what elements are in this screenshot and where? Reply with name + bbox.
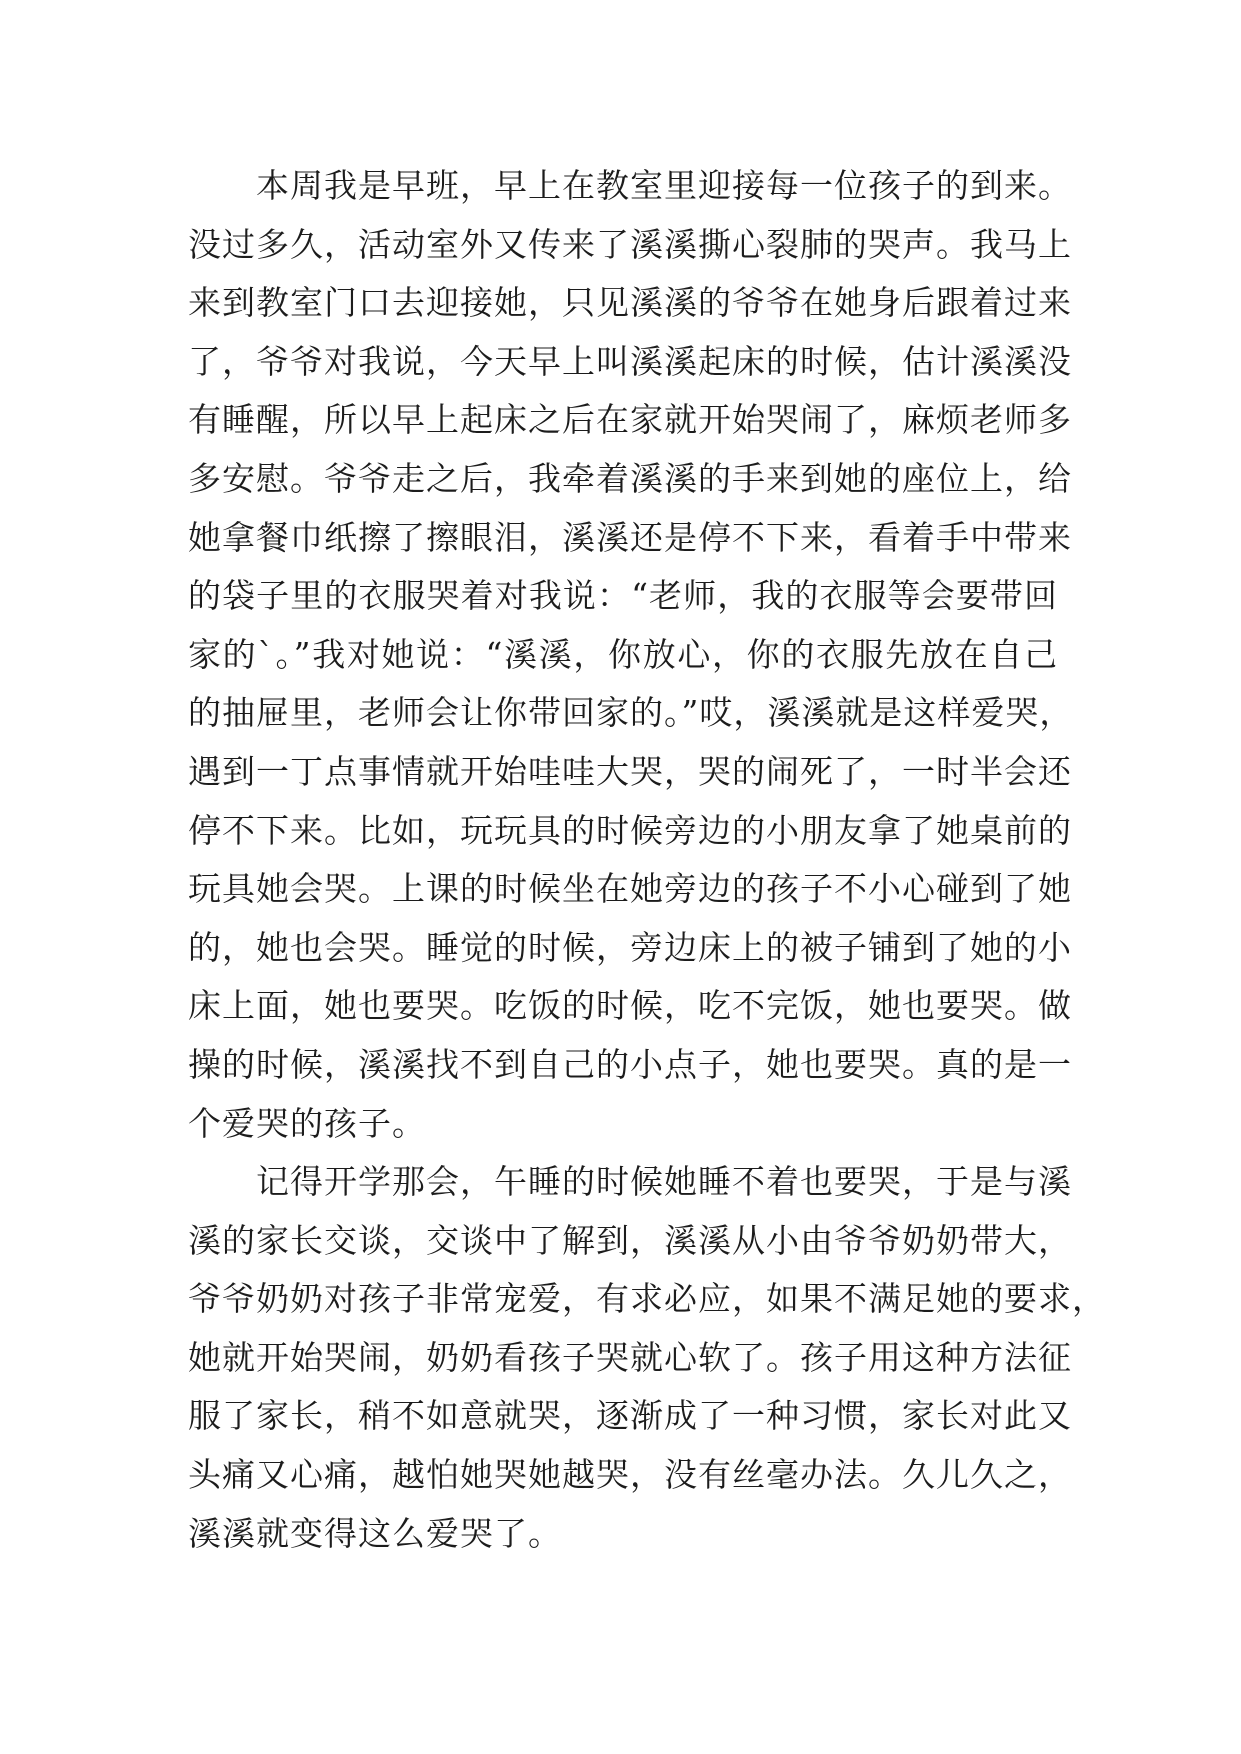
paragraph-line: 本周我是早班，早上在教室里迎接每一位孩子的到来。 <box>256 166 1072 205</box>
paragraph-line: 溪溪就变得这么爱哭了。 <box>188 1513 562 1553</box>
paragraph-line: 溪的家长交谈，交谈中了解到，溪溪从小由爷爷奶奶带大， <box>188 1220 1072 1260</box>
paragraph-line: 她就开始哭闹，奶奶看孩子哭就心软了。孩子用这种方法征 <box>188 1337 1072 1377</box>
paragraph-line: 服了家长，稍不如意就哭，逐渐成了一种习惯，家长对此又 <box>188 1396 1072 1436</box>
paragraph-line: 记得开学那会，午睡的时候她睡不着也要哭，于是与溪 <box>256 1162 1072 1202</box>
paragraph-line: 头痛又心痛，越怕她哭她越哭，没有丝毫办法。久儿久之， <box>188 1455 1072 1495</box>
paragraph-line: 来到教室门口去迎接她，只见溪溪的爷爷在她身后跟着过来 <box>188 283 1072 323</box>
paragraph-line: 她拿餐巾纸擦了擦眼泪，溪溪还是停不下来，看着手中带来 <box>188 517 1072 557</box>
paragraph-line: 的，她也会哭。睡觉的时候，旁边床上的被子铺到了她的小 <box>188 927 1072 967</box>
paragraph-line: 家的`。”我对她说：“溪溪，你放心，你的衣服先放在自己 <box>188 634 1058 674</box>
paragraph-line: 有睡醒，所以早上起床之后在家就开始哭闹了，麻烦老师多 <box>188 400 1072 440</box>
paragraph-line: 操的时候，溪溪找不到自己的小点子，她也要哭。真的是一 <box>188 1044 1072 1084</box>
paragraph-line: 个爱哭的孩子。 <box>188 1103 426 1143</box>
paragraph-line: 多安慰。爷爷走之后，我牵着溪溪的手来到她的座位上，给 <box>188 458 1072 498</box>
paragraph-line: 床上面，她也要哭。吃饭的时候，吃不完饭，她也要哭。做 <box>188 986 1072 1026</box>
paragraph-line: 玩具她会哭。上课的时候坐在她旁边的孩子不小心碰到了她 <box>188 869 1072 909</box>
paragraph-1 <box>188 157 1074 1153</box>
paragraph-line: 了，爷爷对我说，今天早上叫溪溪起床的时候，估计溪溪没 <box>188 341 1072 381</box>
paragraph-line: 的袋子里的衣服哭着对我说：“老师，我的衣服等会要带回 <box>188 576 1058 616</box>
paragraph-line: 遇到一丁点事情就开始哇哇大哭，哭的闹死了，一时半会还 <box>188 751 1072 791</box>
paragraph-line: 爷爷奶奶对孩子非常宠爱，有求必应，如果不满足她的要求， <box>188 1279 1106 1319</box>
paragraph-line: 没过多久，活动室外又传来了溪溪撕心裂肺的哭声。我马上 <box>188 224 1072 264</box>
document-body <box>188 157 1106 1563</box>
paragraph-2 <box>188 1153 1106 1563</box>
paragraph-line: 的抽屉里，老师会让你带回家的。”哎，溪溪就是这样爱哭， <box>188 693 1074 733</box>
paragraph-line: 停不下来。比如，玩玩具的时候旁边的小朋友拿了她桌前的 <box>188 810 1072 850</box>
